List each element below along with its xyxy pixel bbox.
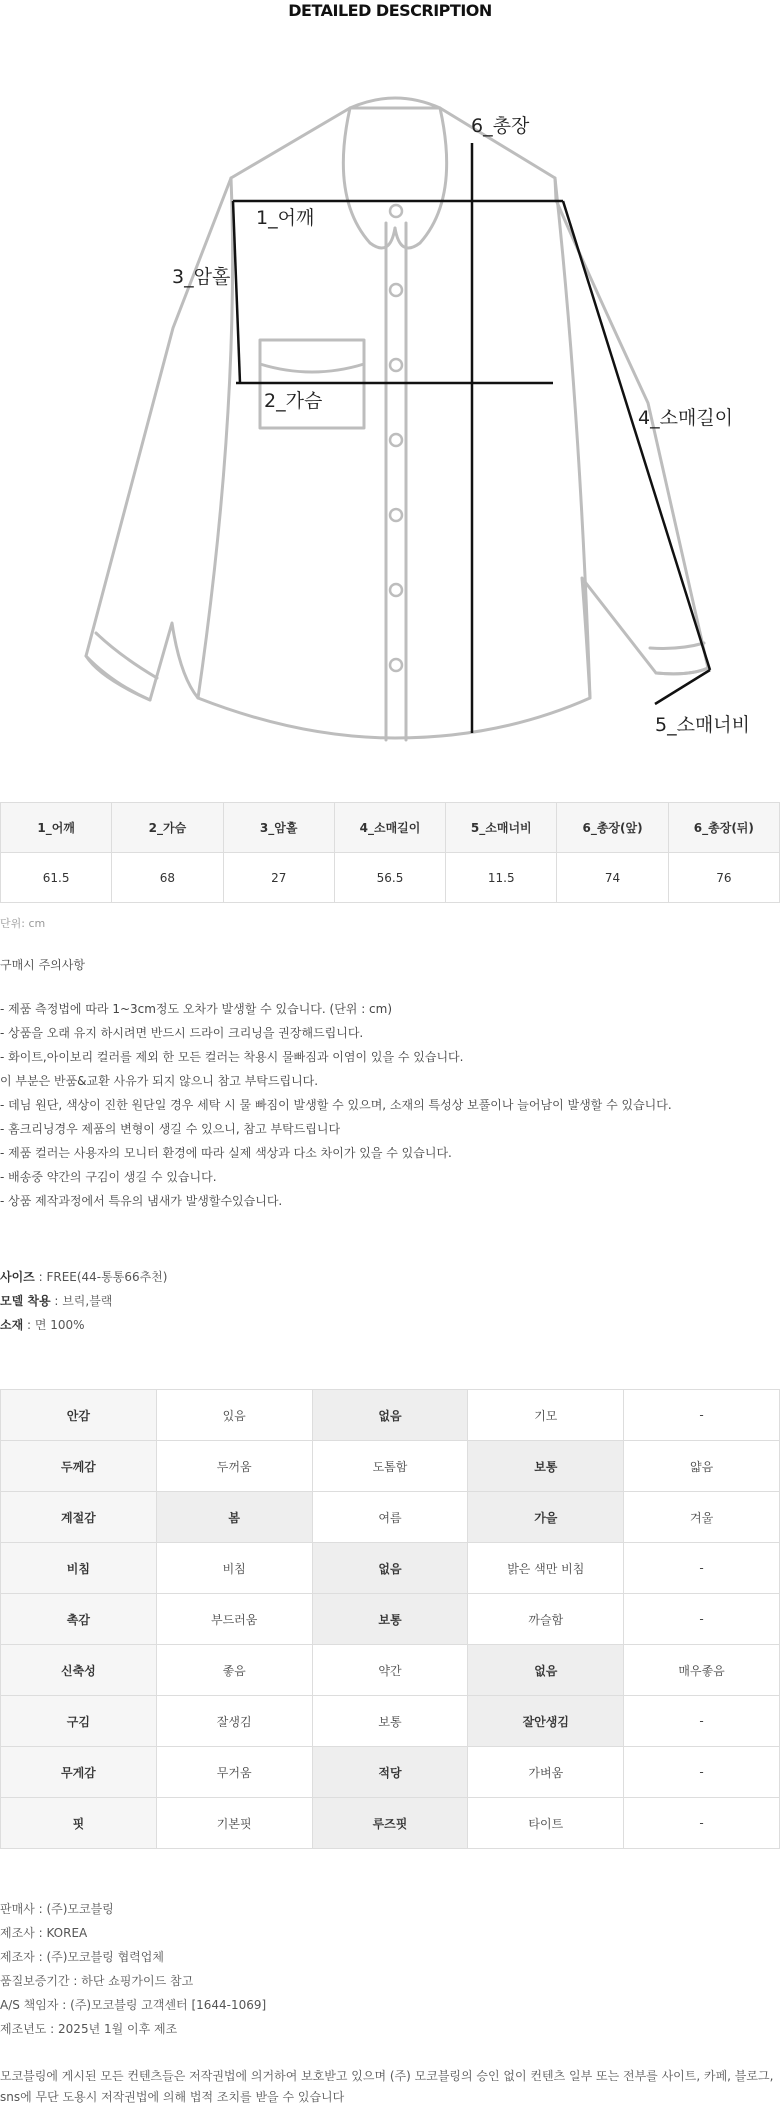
spec-size bbox=[0, 1268, 167, 1292]
shirt-button-icon bbox=[390, 509, 402, 521]
label-shoulder: 1_어깨 bbox=[256, 207, 315, 229]
label-sleeve-length: 4_소매길이 bbox=[638, 407, 734, 429]
material-cell-selected: 없음 bbox=[312, 1390, 468, 1441]
caution-section bbox=[0, 956, 780, 1208]
caution-title: 구매시 주의사항 bbox=[0, 958, 85, 972]
caution-item: - 상품을 오래 유지 하시려면 반드시 드라이 크리닝을 권장해드립니다. bbox=[0, 1026, 364, 1040]
size-table-header-row bbox=[1, 803, 780, 853]
info-maker: 제조자 : (주)모코블링 협력업체 bbox=[0, 1950, 164, 1964]
info-production-year: 제조년도 : 2025년 1월 이후 제조 bbox=[0, 2022, 178, 2036]
material-cell-selected: 보통 bbox=[468, 1441, 624, 1492]
material-cell: 가벼움 bbox=[468, 1747, 624, 1798]
size-value-cell: 68 bbox=[112, 853, 223, 903]
material-cell: 비침 bbox=[156, 1543, 312, 1594]
spec-size-value: : FREE(44-통통66추천) bbox=[34, 1270, 168, 1284]
spec-size-label: 사이즈 bbox=[0, 1270, 35, 1284]
shirt-measurement-diagram bbox=[0, 28, 780, 768]
material-cell: 두꺼움 bbox=[156, 1441, 312, 1492]
material-cell: 있음 bbox=[156, 1390, 312, 1441]
size-value-cell: 76 bbox=[668, 853, 779, 903]
material-cell-selected: 봄 bbox=[156, 1492, 312, 1543]
material-cell: 까슬함 bbox=[468, 1594, 624, 1645]
material-cell: - bbox=[624, 1543, 780, 1594]
size-table bbox=[0, 802, 780, 903]
spec-model-value: : 브릭,블랙 bbox=[50, 1294, 113, 1308]
material-cell: 도톰함 bbox=[312, 1441, 468, 1492]
material-cell-selected: 없음 bbox=[468, 1645, 624, 1696]
caution-list bbox=[0, 1000, 780, 1216]
material-cell: 얇음 bbox=[624, 1441, 780, 1492]
caution-item: - 데님 원단, 색상이 진한 원단일 경우 세탁 시 물 빠짐이 발생할 수 있으며, 소재의 특성상 보풀이나 늘어남이 발생할 수 있습니다. bbox=[0, 1098, 672, 1112]
info-warranty: 품질보증기간 : 하단 쇼핑가이드 참고 bbox=[0, 1974, 194, 1988]
caution-item: - 화이트,아이보리 컬러를 제외 한 모든 컬러는 착용시 물빠짐과 이염이 있을 수 있습니다. bbox=[0, 1050, 464, 1064]
size-header-cell: 6_총장(뒤) bbox=[668, 803, 779, 853]
shirt-button-icon bbox=[390, 659, 402, 671]
material-cell: 여름 bbox=[312, 1492, 468, 1543]
material-cell: - bbox=[624, 1798, 780, 1849]
size-header-cell: 5_소매너비 bbox=[446, 803, 557, 853]
size-value-cell: 27 bbox=[223, 853, 334, 903]
material-table-row bbox=[1, 1441, 780, 1492]
material-table-row bbox=[1, 1492, 780, 1543]
material-table-row bbox=[1, 1798, 780, 1849]
material-row-header: 안감 bbox=[1, 1390, 157, 1441]
size-value-cell: 11.5 bbox=[446, 853, 557, 903]
label-sleeve-width: 5_소매너비 bbox=[655, 714, 751, 736]
product-info bbox=[0, 1900, 266, 2044]
material-cell: - bbox=[624, 1696, 780, 1747]
shirt-button-icon bbox=[390, 205, 402, 217]
material-table-row bbox=[1, 1645, 780, 1696]
material-cell: - bbox=[624, 1747, 780, 1798]
size-value-cell: 56.5 bbox=[334, 853, 445, 903]
material-cell-selected: 잘안생김 bbox=[468, 1696, 624, 1747]
material-cell: 기본핏 bbox=[156, 1798, 312, 1849]
size-header-cell: 1_어깨 bbox=[1, 803, 112, 853]
label-chest: 2_가슴 bbox=[264, 390, 323, 412]
material-cell: 잘생김 bbox=[156, 1696, 312, 1747]
material-cell: 겨울 bbox=[624, 1492, 780, 1543]
size-value-cell: 61.5 bbox=[1, 853, 112, 903]
spec-model-label: 모델 착용 bbox=[0, 1294, 51, 1308]
material-cell: 기모 bbox=[468, 1390, 624, 1441]
spec-material bbox=[0, 1316, 167, 1340]
material-table-row bbox=[1, 1696, 780, 1747]
size-value-cell: 74 bbox=[557, 853, 668, 903]
material-cell-selected: 보통 bbox=[312, 1594, 468, 1645]
info-as-contact: A/S 책임자 : (주)모코블링 고객센터 [1644-1069] bbox=[0, 1998, 267, 2012]
material-cell: 타이트 bbox=[468, 1798, 624, 1849]
shirt-button-icon bbox=[390, 359, 402, 371]
label-total-length: 6_총장 bbox=[471, 115, 530, 137]
spec-material-value: : 면 100% bbox=[23, 1318, 85, 1332]
material-cell: 보통 bbox=[312, 1696, 468, 1747]
material-property-table bbox=[0, 1389, 780, 1849]
material-cell: 매우좋음 bbox=[624, 1645, 780, 1696]
material-cell: 밝은 색만 비침 bbox=[468, 1543, 624, 1594]
sleeve-width-line bbox=[655, 670, 710, 704]
shirt-outline bbox=[86, 98, 708, 740]
material-table-row bbox=[1, 1594, 780, 1645]
armhole-line bbox=[233, 201, 240, 383]
material-table-row bbox=[1, 1543, 780, 1594]
size-table-value-row bbox=[1, 853, 780, 903]
material-cell-selected: 적당 bbox=[312, 1747, 468, 1798]
caution-item: 이 부분은 반품&교환 사유가 되지 않으니 참고 부탁드립니다. bbox=[0, 1074, 319, 1088]
caution-item: - 홈크리닝경우 제품의 변형이 생길 수 있으니, 참고 부탁드립니다 bbox=[0, 1122, 341, 1136]
shirt-buttons bbox=[390, 205, 402, 671]
material-cell-selected: 없음 bbox=[312, 1543, 468, 1594]
shirt-button-icon bbox=[390, 584, 402, 596]
material-row-header: 무게감 bbox=[1, 1747, 157, 1798]
label-armhole: 3_암홀 bbox=[172, 266, 231, 288]
material-row-header: 핏 bbox=[1, 1798, 157, 1849]
material-cell-selected: 루즈핏 bbox=[312, 1798, 468, 1849]
material-cell-selected: 가을 bbox=[468, 1492, 624, 1543]
caution-item: - 상품 제작과정에서 특유의 냄새가 발생할수있습니다. bbox=[0, 1194, 283, 1208]
spec-model bbox=[0, 1292, 167, 1316]
material-cell: - bbox=[624, 1594, 780, 1645]
shirt-button-icon bbox=[390, 434, 402, 446]
material-row-header: 구김 bbox=[1, 1696, 157, 1747]
size-header-cell: 2_가슴 bbox=[112, 803, 223, 853]
caution-item: - 제품 컬러는 사용자의 모니터 환경에 따라 실제 색상과 다소 차이가 있을 수 있습니다. bbox=[0, 1146, 452, 1160]
material-row-header: 계절감 bbox=[1, 1492, 157, 1543]
size-header-cell: 4_소매길이 bbox=[334, 803, 445, 853]
material-row-header: 신축성 bbox=[1, 1645, 157, 1696]
material-cell: 약간 bbox=[312, 1645, 468, 1696]
page-title: DETAILED DESCRIPTION bbox=[288, 1, 492, 20]
spec-section bbox=[0, 1268, 167, 1340]
shirt-diagram-svg bbox=[0, 28, 780, 768]
caution-item: - 배송중 약간의 구김이 생길 수 있습니다. bbox=[0, 1170, 217, 1184]
spec-material-label: 소재 bbox=[0, 1318, 24, 1332]
info-manufacturer: 제조사 : KOREA bbox=[0, 1926, 88, 1940]
info-seller: 판매사 : (주)모코블링 bbox=[0, 1902, 114, 1916]
unit-note: 단위: cm bbox=[0, 917, 46, 930]
size-header-cell: 6_총장(앞) bbox=[557, 803, 668, 853]
material-row-header: 두께감 bbox=[1, 1441, 157, 1492]
caution-item: - 제품 측정법에 따라 1~3cm정도 오차가 발생할 수 있습니다. (단위 : cm) bbox=[0, 1002, 393, 1016]
shirt-button-icon bbox=[390, 284, 402, 296]
material-cell: - bbox=[624, 1390, 780, 1441]
material-row-header: 촉감 bbox=[1, 1594, 157, 1645]
measurement-lines bbox=[233, 143, 710, 733]
material-cell: 무거움 bbox=[156, 1747, 312, 1798]
material-cell: 좋음 bbox=[156, 1645, 312, 1696]
material-table-row bbox=[1, 1390, 780, 1441]
material-table-row bbox=[1, 1747, 780, 1798]
material-cell: 부드러움 bbox=[156, 1594, 312, 1645]
material-row-header: 비침 bbox=[1, 1543, 157, 1594]
size-header-cell: 3_암홀 bbox=[223, 803, 334, 853]
copyright-notice: 모코블링에 게시된 모든 컨텐츠들은 저작권법에 의거하여 보호받고 있으며 (주) 모코블링의 승인 없이 컨텐츠 일부 또는 전부를 사이트, 카페, 블로그, sns에 무단 도용시 저작권법에 의해 법적 조치를 받을 수 있습니다 bbox=[0, 2069, 774, 2104]
